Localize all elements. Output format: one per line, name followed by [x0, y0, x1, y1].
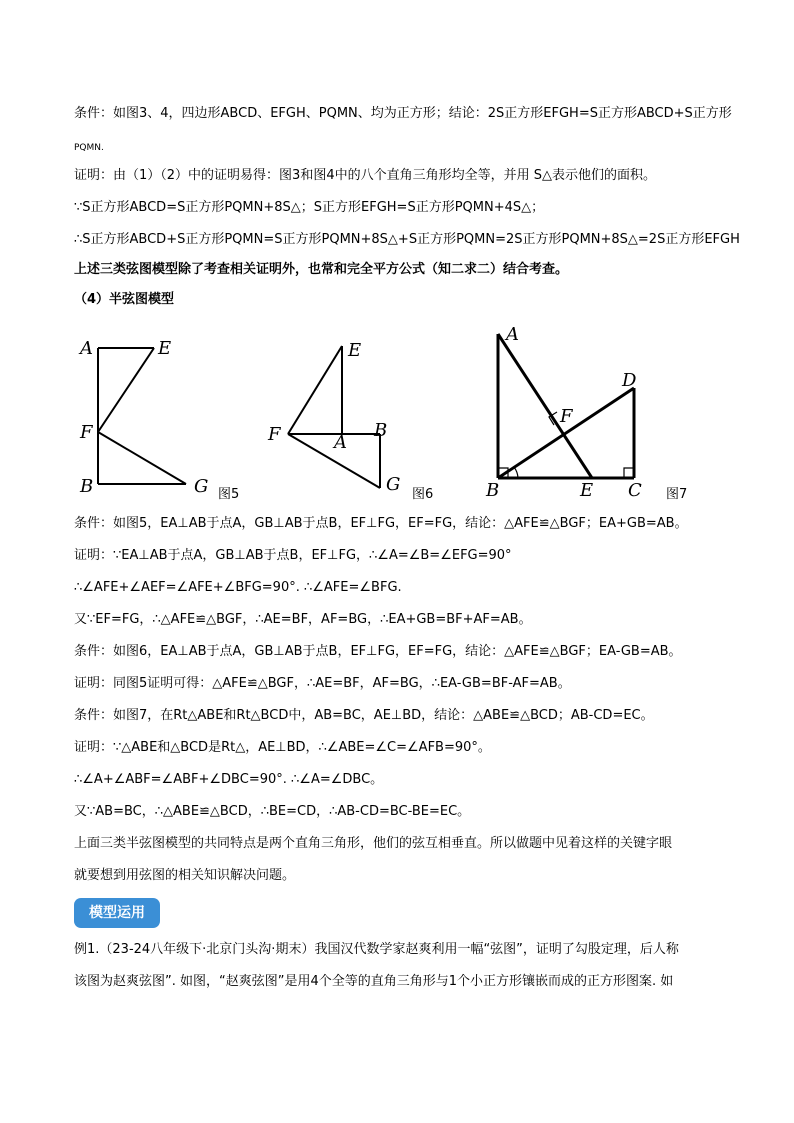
section-heading: （4）半弦图模型 — [74, 292, 175, 307]
fig6-label-g: G — [386, 474, 401, 495]
proof-fig5-1: 证明：∵EA⊥AB于点A，GB⊥AB于点B，EF⊥FG，∴∠A=∠B=∠EFG=90° — [74, 548, 512, 563]
fig5-label-a: A — [80, 338, 93, 359]
example-line-2: 该图为赵爽弦图”. 如图，“赵爽弦图”是用4个全等的直角三角形与1个小正方形镶嵌而成的正方形图案. 如 — [74, 974, 674, 989]
fig7-label-b: B — [486, 480, 500, 500]
figure-6-caption: 图6 — [412, 487, 434, 502]
figure-7-diagram — [478, 322, 678, 500]
condition-fig6: 条件：如图6，EA⊥AB于点A，GB⊥AB于点B，EF⊥FG，EF=FG，结论：△AFE≌△BGF；EA-GB=AB。 — [74, 644, 682, 659]
summary-line: 上述三类弦图模型除了考查相关证明外，也常和完全平方公式（知二求二）结合考查。 — [74, 262, 569, 277]
fig7-label-c: C — [628, 480, 642, 500]
fig5-label-b: B — [80, 476, 94, 497]
fig6-label-b: B — [374, 420, 388, 441]
fig5-label-e: E — [158, 338, 172, 359]
fig7-label-d: D — [622, 370, 637, 391]
fig6-label-e: E — [348, 340, 362, 361]
condition-line-1: 条件：如图3、4，四边形ABCD、EFGH、PQMN、均为正方形；结论：2S正方形EFGH=S正方形ABCD+S正方形 — [74, 106, 732, 121]
proof-fig7-1: 证明：∵△ABE和△BCD是Rt△，AE⊥BD，∴∠ABE=∠C=∠AFB=90°。 — [74, 740, 491, 755]
condition-line-2: PQMN. — [74, 143, 104, 153]
proof-line-2: ∵S正方形ABCD=S正方形PQMN+8S△；S正方形EFGH=S正方形PQMN+4S△； — [74, 200, 545, 215]
proof-fig5-2: ∴∠AFE+∠AEF=∠AFE+∠BFG=90°. ∴∠AFE=∠BFG. — [74, 580, 402, 595]
figure-5-diagram — [74, 330, 254, 502]
model-application-tag: 模型运用 — [74, 898, 160, 928]
fig7-label-f: F — [560, 406, 573, 427]
example-line-1: 例1.（23-24八年级下·北京门头沟·期末）我国汉代数学家赵爽利用一幅“弦图”，证明了勾股定理，后人称 — [74, 942, 679, 957]
figure-5-caption: 图5 — [218, 487, 240, 502]
conclusion-line-2: 就要想到用弦图的相关知识解决问题。 — [74, 868, 296, 883]
figure-6-diagram — [262, 330, 412, 502]
proof-line-1: 证明：由（1）（2）中的证明易得：图3和图4中的八个直角三角形均全等，并用 S△表示他们的面积。 — [74, 168, 656, 183]
proof-line-3: ∴S正方形ABCD+S正方形PQMN=S正方形PQMN+8S△+S正方形PQMN=2S正方形PQMN+8S△=2S正方形EFGH — [74, 232, 740, 247]
fig6-label-f: F — [268, 424, 281, 445]
fig5-label-f: F — [80, 422, 93, 443]
proof-fig6: 证明：同图5证明可得：△AFE≌△BGF，∴AE=BF，AF=BG，∴EA-GB=BF-AF=AB。 — [74, 676, 571, 691]
proof-fig7-2: ∴∠A+∠ABF=∠ABF+∠DBC=90°. ∴∠A=∠DBC。 — [74, 772, 384, 787]
fig7-label-e: E — [580, 480, 594, 500]
proof-fig5-3: 又∵EF=FG，∴△AFE≌△BGF，∴AE=BF，AF=BG，∴EA+GB=BF+AF=AB。 — [74, 612, 532, 627]
fig6-label-a: A — [334, 432, 347, 453]
proof-fig7-3: 又∵AB=BC，∴△ABE≌△BCD，∴BE=CD，∴AB-CD=BC-BE=EC。 — [74, 804, 471, 819]
condition-fig5: 条件：如图5，EA⊥AB于点A，GB⊥AB于点B，EF⊥FG，EF=FG，结论：△AFE≌△BGF；EA+GB=AB。 — [74, 516, 688, 531]
fig7-label-a: A — [506, 324, 519, 345]
fig5-label-g: G — [194, 476, 209, 497]
condition-fig7: 条件：如图7，在Rt△ABE和Rt△BCD中，AB=BC，AE⊥BD，结论：△ABE≌△BCD；AB-CD=EC。 — [74, 708, 654, 723]
figure-7-caption: 图7 — [666, 487, 688, 502]
conclusion-line-1: 上面三类半弦图模型的共同特点是两个直角三角形，他们的弦互相垂直。所以做题中见着这样的关键字眼 — [74, 836, 673, 851]
